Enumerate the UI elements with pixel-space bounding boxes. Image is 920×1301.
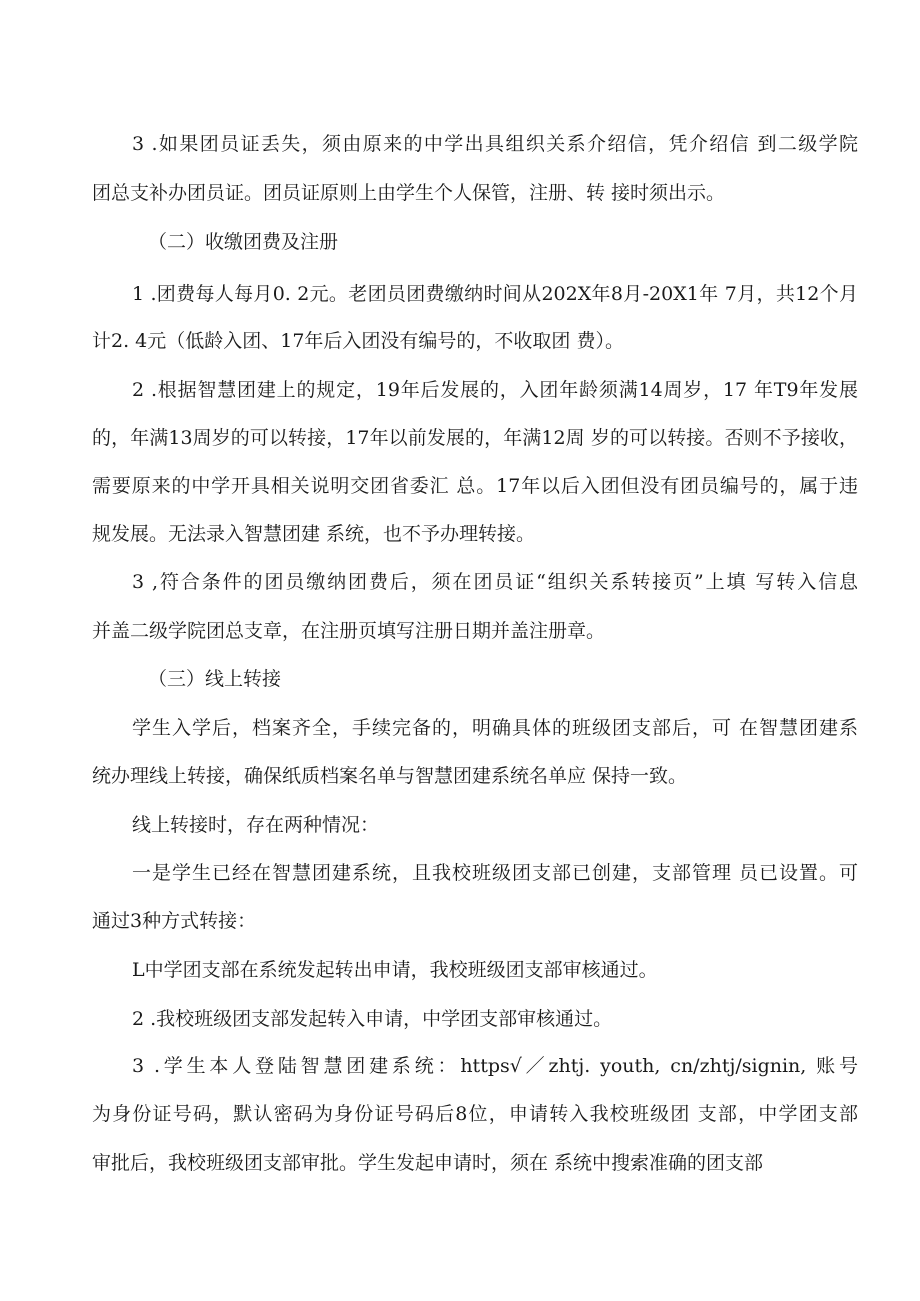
paragraph-line: 线上转接时，存在两种情况： — [132, 814, 380, 836]
paragraph-line: 统办理线上转接，确保纸质档案名单与智慧团建系统名单应 保持一致。 — [92, 765, 688, 787]
paragraph-line: 为身份证号码，默认密码为身份证号码后8位，申请转入我校班级团 支部，中学团支部 — [92, 1103, 858, 1125]
paragraph-line: 计2. 4元（低龄入团、17年后入团没有编号的，不收取团 费）。 — [92, 330, 624, 352]
list-item: 2 .我校班级团支部发起转入申请，中学团支部审核通过。 — [132, 1008, 613, 1030]
paragraph-line: 1 .团费每人每月0. 2元。老团员团费缴纳时间从202X年8月-20X1年 7月，共12个月 — [132, 283, 858, 305]
paragraph-line: 并盖二级学院团总支章，在注册页填写注册日期并盖注册章。 — [92, 620, 606, 642]
list-item: 3 .学生本人登陆智慧团建系统：https√／zhtj. youth, cn/zhtj/signin, 账号 — [132, 1055, 858, 1077]
paragraph-line: 团总支补办团员证。团员证原则上由学生个人保管，注册、转 接时须出示。 — [92, 182, 726, 204]
paragraph-line: 3 .如果团员证丢失，须由原来的中学出具组织关系介绍信，凭介绍信 到二级学院 — [132, 133, 858, 155]
paragraph-line: 一是学生已经在智慧团建系统，且我校班级团支部已创建，支部管理 员已设置。可 — [132, 862, 858, 884]
paragraph-line: 通过3种方式转接： — [92, 910, 257, 932]
paragraph-line: 审批后，我校班级团支部审批。学生发起申请时，须在 系统中搜索准确的团支部 — [92, 1152, 764, 1174]
paragraph-line: 学生入学后，档案齐全，手续完备的，明确具体的班级团支部后，可 在智慧团建系 — [132, 717, 858, 739]
section-heading: （二）收缴团费及注册 — [148, 231, 339, 253]
list-item: L中学团支部在系统发起转出申请，我校班级团支部审核通过。 — [132, 959, 658, 981]
paragraph-line: 需要原来的中学开具相关说明交团省委汇 总。17年以后入团但没有团员编号的，属于违 — [92, 475, 858, 497]
paragraph-line: 的，年满13周岁的可以转接，17年以前发展的，年满12周 岁的可以转接。否则不予接收， — [92, 427, 858, 449]
paragraph-line: 2 .根据智慧团建上的规定，19年后发展的，入团年龄须满14周岁，17 年T9年发展 — [132, 379, 858, 401]
paragraph-line: 规发展。无法录入智慧团建 系统，也不予办理转接。 — [92, 523, 536, 545]
section-heading: （三）线上转接 — [148, 668, 282, 690]
paragraph-line: 3 ,符合条件的团员缴纳团费后，须在团员证“组织关系转接页”上填 写转入信息 — [132, 571, 858, 593]
